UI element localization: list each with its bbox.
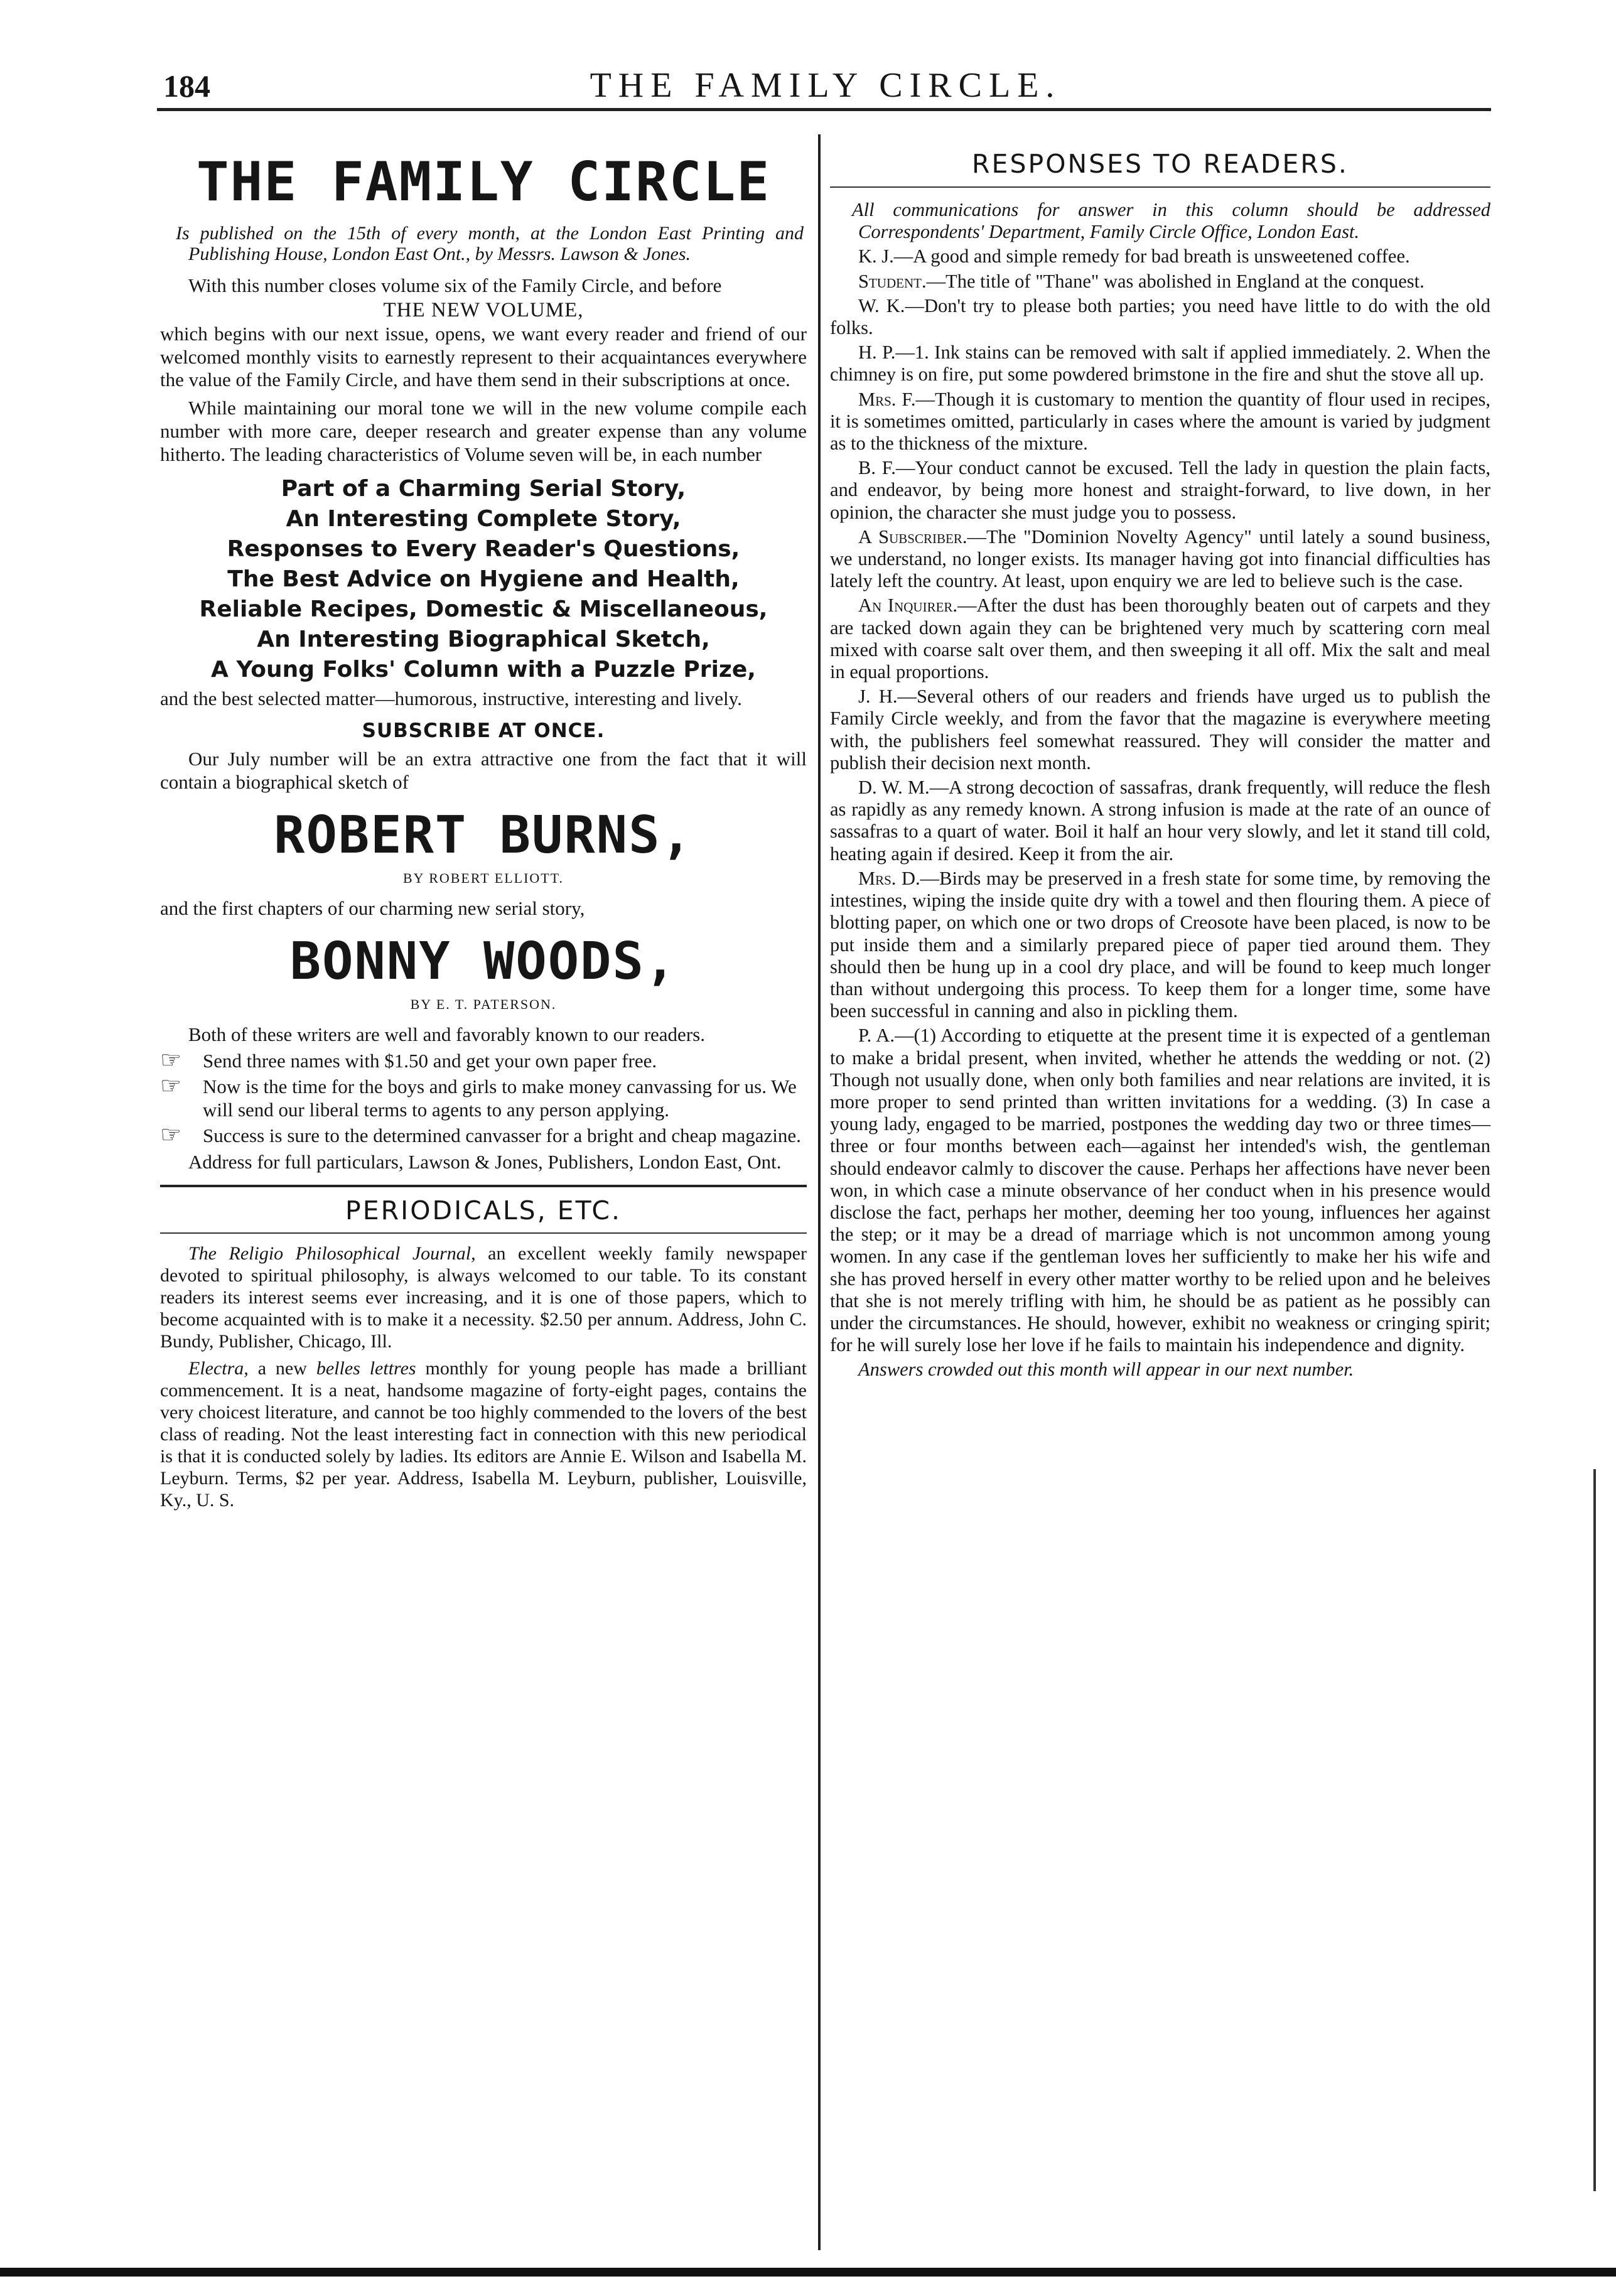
feature-item: Part of a Charming Serial Story,: [281, 475, 686, 502]
periodical-title: The Religio Philosophical Journal,: [188, 1243, 476, 1264]
subscribe-heading: SUBSCRIBE AT ONCE.: [362, 720, 605, 743]
response-addressee: A Subscriber.: [858, 525, 967, 547]
response-item: [830, 389, 1490, 455]
new-volume-heading: THE NEW VOLUME,: [383, 298, 584, 321]
response-addressee: D. W. M.: [858, 777, 930, 799]
periodical-description: an excellent weekly family newspaper devoted to spiritual philosophy, is always welcomed to our table. To its constant readers its interest seems ever increasing, and it is one of those papers, which to become acquainted with is to make it a necessity. $2.50 per annum. Address, John C. Bundy, Publisher, Chicago, Ill.: [160, 1243, 807, 1352]
feature-list: [160, 474, 807, 685]
publication-line: Is published on the 15th of every month, at the London East Printing and Publishing House, London East Ont., by Messrs. Lawson & Jones.: [176, 223, 804, 264]
response-addressee: W. K.: [858, 294, 905, 316]
paragraph-new-volume: which begins with our next issue, opens, we want every reader and friend of our welcomed monthly visits to earnestly represent to their acquaintances everywhere the value of the Family Circle, and have them send in their subscriptions at once.: [160, 322, 807, 391]
header-rule: [157, 108, 1491, 111]
paragraph-moral-tone: While maintaining our moral tone we will in the new volume compile each number with more care, deeper research and greater expense than any volume hitherto. The leading characteristics of Volume seven will be, in each number: [160, 397, 807, 465]
response-item: [830, 868, 1490, 1022]
response-text: —After the dust has been thoroughly beaten out of carpets and they are tacked down again they can be brightened very much by scattering corn meal mixed with coarse salt over them, and then sweeping it all off. Mix the salt and meal in equal proportions.: [830, 595, 1491, 683]
bonny-woods-title: BONNY WOODS,: [289, 931, 677, 991]
right-column: [830, 135, 1490, 1384]
paragraph-closing-volume: With this number closes volume six of the Family Circle, and before: [188, 274, 722, 296]
column-divider: [818, 134, 821, 2250]
response-addressee: J. H.: [858, 686, 898, 708]
response-item: [830, 777, 1490, 865]
response-addressee: B. F.: [858, 457, 896, 479]
paragraph-july-number: Our July number will be an extra attractive one from the fact that it will contain a biographical sketch of: [160, 748, 807, 794]
periodical-religio: [160, 1242, 807, 1352]
response-item: [830, 526, 1490, 593]
notice-item: [160, 1049, 807, 1072]
response-text: —(1) According to etiquette at the present time it is expected of a gentleman to make a bridal present, when invited, whether he attends the wedding or not. (2) Though not usually done, when only both families and near relations are invited, it is more proper to send printed than written invitations for a wedding. (3) In case a young lady, engaged to be married, postpones the wedding day two or three times—three or four months between each—against her intended's wish, the gentleman should endeavor calmly to discover the cause. Perhaps her affections have never been won, in which case a minute observance of her conduct when in his presence would disclose the fact, perhaps her mother, deeming her too young, influences her against the step; or it may be a dread of marriage which is not uncommon among young women. In any case if the gentleman loves her sufficiently to make her his wife and she has proved herself in every other matter worthy to be relied upon and he beleives that she is not merely trifling with him, he should be as patient as he possibly can under the circumstances. He should, however, exhibit no weakness or cringing spirit; for he will surely lose her love if he fails to maintain his independence and dignity.: [830, 1025, 1490, 1356]
periodical-title: Electra,: [188, 1358, 249, 1379]
response-text: —The "Dominion Novelty Agency" until lately a sound business, we understand, no longer exists. Its manager having got into financial difficulties has lately left the country. At least, upon enquiry we are led to believe such is the case.: [830, 525, 1490, 592]
response-text: —A good and simple remedy for bad breath is unsweetened coffee.: [893, 245, 1410, 267]
feature-item: An Interesting Complete Story,: [286, 505, 681, 532]
response-item: [830, 686, 1490, 774]
feature-item: The Best Advice on Hygiene and Health,: [227, 566, 740, 592]
response-text: —Birds may be preserved in a fresh state for some time, by removing the intestines, wiping the inside quite dry with a towel and then flouring them. A piece of blotting paper, on which one or two drops of Creosote have been placed, is now to be put inside them and a similarly prepared piece of paper tied around them. They should then be hung up in a cool dry place, and will be found to keep much longer than without undergoing this process. To keep them for a longer time, some have been successful in canning and also in pickling them.: [830, 867, 1490, 1022]
response-text: —A strong decoction of sassafras, drank frequently, will reduce the flesh as rapidly as any remedy known. A strong infusion is made at the rate of an ounce of sassafras to a quart of water. Boil it half an hour very slowly, and let it stand till cold, heating again if desired. Keep it from the air.: [830, 777, 1490, 865]
masthead: THE FAMILY CIRCLE: [196, 151, 771, 213]
notice-item: [160, 1121, 807, 1148]
response-text: —Several others of our readers and friends have urged us to publish the Family Circle weekly, and from the favor that the magazine is everywhere meeting with, the publishers feel somewhat reassured. They will consider the matter and publish their decision next month.: [830, 686, 1490, 773]
response-item: [830, 457, 1490, 524]
periodicals-heading: PERIODICALS, ETC.: [160, 1192, 807, 1234]
address-line: Address for full particulars, Lawson & Jones, Publishers, London East, Ont.: [188, 1150, 782, 1173]
pointing-hand-icon: ☞: [160, 1072, 182, 1099]
response-item: [830, 295, 1490, 339]
response-item: [830, 595, 1490, 683]
paragraph-writers: Both of these writers are well and favorably known to our readers.: [188, 1023, 705, 1045]
periodical-electra: [160, 1357, 807, 1511]
response-addressee: K. J.: [858, 245, 894, 267]
notice-text: Now is the time for the boys and girls to make money canvassing for us. We will send our liberal terms to agents to any person applying.: [203, 1075, 797, 1121]
notice-text: Send three names with $1.50 and get your own paper free.: [203, 1049, 657, 1072]
periodical-genre: belles lettres: [316, 1358, 416, 1379]
feature-item: Reliable Recipes, Domestic & Miscellaneous,: [199, 596, 768, 622]
pointing-hand-icon: ☞: [160, 1047, 182, 1074]
response-addressee: Student.: [858, 270, 927, 292]
response-item: [830, 271, 1490, 293]
footer-note: Answers crowded out this month will appear in our next number.: [858, 1359, 1354, 1381]
bottom-rule: [0, 2268, 1616, 2277]
periodicals-section: [160, 1185, 807, 1511]
response-addressee: H. P.: [858, 342, 896, 364]
response-addressee: Mrs. F.: [858, 388, 916, 410]
response-text: —Don't try to please both parties; you need have little to do with the old folks.: [830, 294, 1491, 339]
page-edge-line: [1593, 1469, 1596, 2191]
robert-burns-title: ROBERT BURNS,: [274, 805, 693, 865]
feature-item: Responses to Every Reader's Questions,: [227, 536, 740, 562]
byline-elliott: BY ROBERT ELLIOTT.: [402, 870, 564, 886]
byline-paterson: BY E. T. PATERSON.: [410, 996, 557, 1012]
response-addressee: Mrs. D.: [858, 867, 920, 889]
responses-heading: RESPONSES TO READERS.: [830, 146, 1490, 188]
response-addressee: P. A.: [858, 1025, 895, 1047]
pointing-hand-icon: ☞: [160, 1121, 182, 1148]
periodical-description: monthly for young people has made a brilliant commencement. It is a neat, handsome magazine of forty-eight pages, contains the very choicest literature, and cannot be too highly commended to the lovers of the best class of reading. Not the least interesting fact in connection with this new periodical is that it is conducted solely by ladies. Its editors are Annie E. Wilson and Isabella M. Leyburn. Terms, $2 per year. Address, Isabella M. Leyburn, publisher, Louisville, Ky., U. S.: [160, 1358, 807, 1511]
paragraph-serial-story: and the first chapters of our charming new serial story,: [160, 897, 585, 919]
page-number: 184: [163, 68, 210, 104]
left-column: [160, 135, 807, 1511]
feature-item: A Young Folks' Column with a Puzzle Prize,: [211, 656, 756, 682]
response-text: —Your conduct cannot be excused. Tell the lady in question the plain facts, and endeavor, by being more honest and straight-forward, to live down, in her opinion, the character she must judge you to possess.: [830, 457, 1490, 523]
paragraph-selected-matter: and the best selected matter—humorous, instructive, interesting and lively.: [160, 687, 742, 709]
response-item: [830, 1025, 1490, 1356]
responses-body: [830, 199, 1490, 1381]
notice-text: Success is sure to the determined canvasser for a bright and cheap magazine.: [203, 1124, 801, 1146]
response-text: —The title of "Thane" was abolished in England at the conquest.: [926, 270, 1425, 292]
response-text: —Though it is customary to mention the quantity of flour used in recipes, it is sometimes omitted, particularly in cases where the amount is varied by judgment as to the thickness of the mixture.: [830, 388, 1491, 455]
response-addressee: An Inquirer.: [858, 595, 958, 617]
response-item: [830, 342, 1490, 385]
periodical-description: a new: [248, 1358, 316, 1379]
response-text: —1. Ink stains can be removed with salt if applied immediately. 2. When the chimney is on fire, put some powdered brimstone in the fire and shut the stove all up.: [830, 342, 1490, 385]
notice-item: [160, 1072, 807, 1121]
responses-intro: All communications for answer in this column should be addressed Correspondents' Department, Family Circle Office, London East.: [852, 199, 1490, 243]
running-title: THE FAMILY CIRCLE.: [590, 66, 1062, 105]
response-item: [830, 245, 1490, 267]
feature-item: An Interesting Biographical Sketch,: [257, 626, 710, 652]
